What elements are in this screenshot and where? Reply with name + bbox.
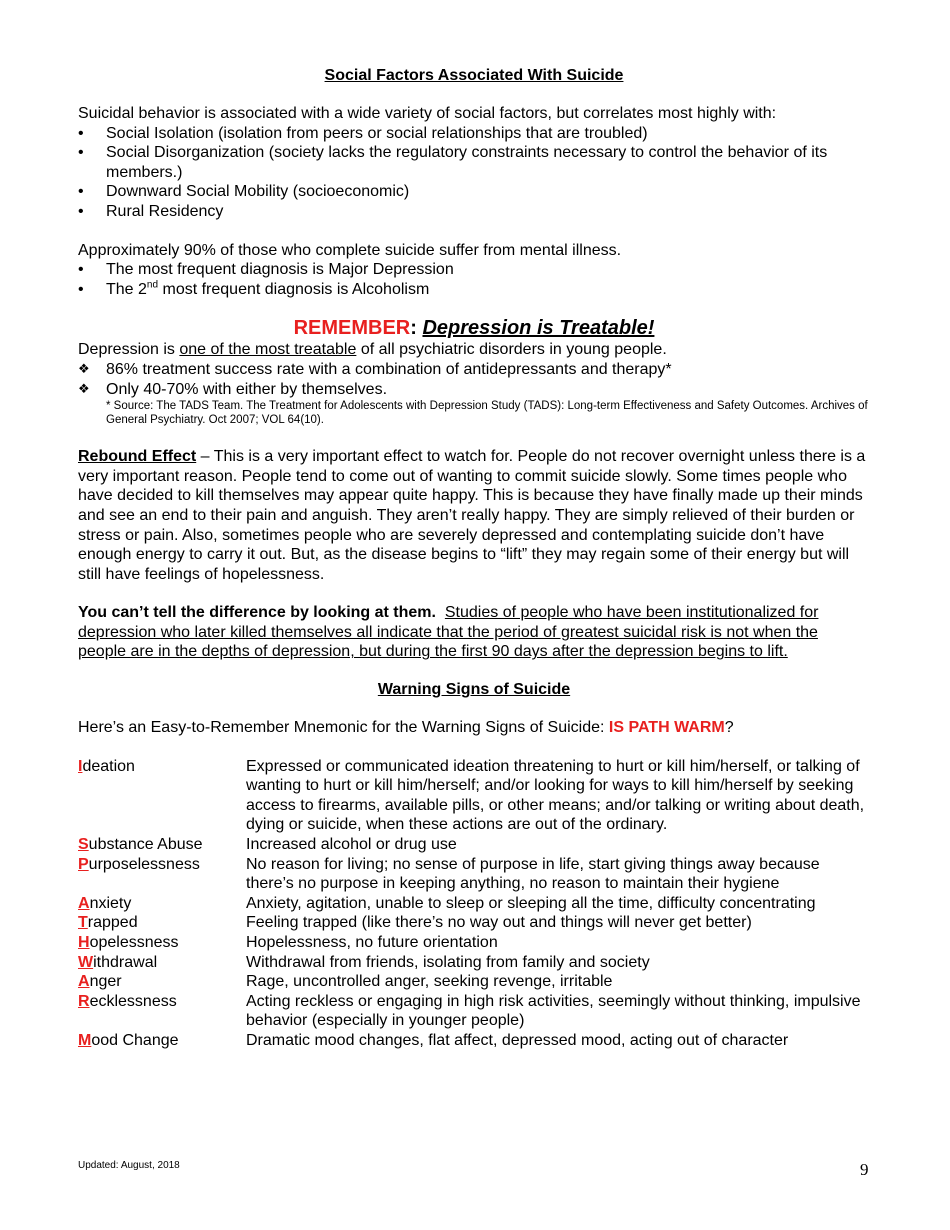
warning-sign-initial: A [78,973,90,991]
warning-sign-term-rest: opelessness [89,934,179,951]
warning-sign-description: Feeling trapped (like there’s no way out and things will never get better) [246,914,752,932]
warning-sign-description: Rage, uncontrolled anger, seeking revenge, irritable [246,973,613,991]
warning-sign-term [78,953,246,973]
warning-sign-term [78,913,246,933]
warning-sign-row [78,1031,870,1051]
warning-sign-description: Increased alcohol or drug use [246,836,457,854]
warning-sign-term-rest: ithdrawal [93,953,158,971]
social-factors-intro: Suicidal behavior is associated with a wide variety of social factors, but correlates most highly with: [78,105,777,122]
mental-illness-intro: Approximately 90% of those who complete suicide suffer from mental illness. [78,241,622,259]
diagnosis-list [78,260,870,299]
warning-sign-term-rest: urposelessness [88,855,200,873]
rebound-effect-text: – This is a very important effect to watch for. People do not recover overnight unless there is a very important reason. People tend to come out of wanting to commit suicide slowly. Some times people who have decided to kill themselves may appear quite happy. This is because they have finally made up their minds and see an end to their pain and anguish. They aren’t really happy. They are simply relieved of their burden or stress or pain. Also, sometimes people who are severely depressed and contemplating suicide don’t have enough energy to carry it out. But, as the disease begins to “lift” they may regain some of their energy but will still have feelings of hopelessness. [78,448,866,583]
warning-sign-row [78,757,870,835]
warning-sign-row [78,894,870,914]
social-factor-item: • Rural Residency [78,202,870,222]
warning-sign-initial: I [78,757,83,775]
treatment-stat-item: ❖ Only 40-70% with either by themselves. [78,380,870,400]
warning-sign-term-rest: deation [82,757,135,775]
diagnosis-2-sup: nd [146,279,159,291]
warning-sign-term-rest: ubstance Abuse [88,836,203,854]
warning-sign-term [78,894,246,914]
difference-gap [436,604,445,621]
warning-sign-row [78,835,870,855]
remember-heading [78,317,870,340]
warning-sign-description: Hopelessness, no future orientation [246,934,498,951]
treatable-line-pre: Depression is [78,341,180,359]
difference-bold: You can’t tell the difference by looking at them. [78,604,436,622]
warning-sign-description: Withdrawal from friends, isolating from family and society [246,953,650,971]
warning-sign-initial: P [78,855,89,873]
diagnosis-item [78,280,870,300]
warning-sign-description: Dramatic mood changes, flat affect, depressed mood, acting out of character [246,1031,789,1049]
warning-sign-term [78,933,246,953]
warning-signs-heading: Warning Signs of Suicide [377,681,571,699]
warning-sign-initial: R [78,992,90,1010]
warning-sign-description: Anxiety, agitation, unable to sleep or sleeping all the time, difficulty concentrating [246,894,816,912]
warning-sign-row [78,933,870,953]
warning-sign-row [78,953,870,973]
warning-sign-term [78,972,246,992]
social-factor-item: • Downward Social Mobility (socioeconomic) [78,182,870,202]
warning-signs-table [78,757,870,1051]
social-factor-item: • Social Isolation (isolation from peers or social relationships that are troubled) [78,124,870,144]
warning-sign-term [78,1031,246,1051]
warning-sign-initial: T [78,914,88,932]
warning-sign-term [78,855,246,894]
warning-sign-initial: A [78,894,90,912]
warning-sign-term-rest: ecklessness [89,992,177,1010]
difference-paragraph [78,603,870,662]
treatable-line [78,340,870,360]
warning-sign-initial: S [78,836,89,854]
treatable-line-post: of all psychiatric disorders in young people. [356,341,667,359]
warning-sign-description: Expressed or communicated ideation threatening to hurt or kill him/herself, or talking of wanting to hurt or kill him/herself; and/or looking for ways to kill him/herself by seeking access to firearms, available pills, or other means; and/or talking or writing about death, dying or suicide, when these actions are out of the ordinary. [246,757,865,834]
document-page [78,0,870,1051]
remember-colon: : [410,317,417,340]
warning-sign-initial: M [78,1031,92,1049]
page-number: 9 [860,1160,869,1179]
remember-word: REMEMBER [293,317,411,340]
mnemonic: IS PATH WARM [608,719,725,737]
warning-sign-term [78,835,246,855]
treatment-stats-list [78,360,870,399]
warning-sign-row [78,972,870,992]
warning-sign-initial: H [78,934,90,951]
diagnosis-item: • The most frequent diagnosis is Major Depression [78,260,870,280]
warning-sign-initial: W [78,953,94,971]
warning-sign-term-rest: nger [89,973,122,991]
social-factor-item: • Social Disorganization (society lacks the regulatory constraints necessary to control the behavior of its members.) [78,143,870,182]
warning-sign-row [78,992,870,1031]
rebound-effect-term: Rebound Effect [78,448,197,466]
social-factors-heading: Social Factors Associated With Suicide [324,67,624,84]
warning-sign-row [78,855,870,894]
warning-sign-term-rest: nxiety [89,894,132,912]
footer-updated: Updated: August, 2018 [78,1160,180,1171]
mnemonic-intro-text: Here’s an Easy-to-Remember Mnemonic for the Warning Signs of Suicide: [78,719,609,737]
social-factors-list [78,124,870,222]
warning-sign-row [78,913,870,933]
warning-sign-term-rest: ood Change [91,1031,179,1049]
mnemonic-qmark: ? [724,719,734,737]
treatment-stat-item: ❖ 86% treatment success rate with a combination of antidepressants and therapy* [78,360,870,380]
diagnosis-2-pre: The 2 [106,280,147,298]
source-citation: * Source: The TADS Team. The Treatment for Adolescents with Depression Study (TADS): Long-term Effectiveness and Safety Outcomes. Archives of General Psychiatry. Oct 2007; VOL 64(10). [106,400,868,427]
mnemonic-intro [78,718,870,738]
warning-sign-term [78,757,246,835]
diagnosis-2-post: most frequent diagnosis is Alcoholism [158,280,430,298]
remember-phrase: Depression is Treatable! [422,317,655,340]
warning-sign-description: Acting reckless or engaging in high risk activities, seemingly without thinking, impulsive behavior (especially in younger people) [246,992,861,1030]
warning-sign-description: No reason for living; no sense of purpose in life, start giving things away because there’s no purpose in keeping anything, no reason to maintain their hygiene [246,855,820,893]
treatable-line-underlined: one of the most treatable [179,341,357,359]
warning-sign-term-rest: rapped [87,914,138,932]
difference-underlined: Studies of people who have been institutionalized for depression who later killed themselves all indicate that the period of greatest suicidal risk is not when the people are in the depths of depression, but during the first 90 days after the depression begins to lift. [78,604,819,661]
rebound-effect-paragraph [78,447,870,584]
warning-sign-term [78,992,246,1031]
warning-signs-body [78,757,870,1051]
